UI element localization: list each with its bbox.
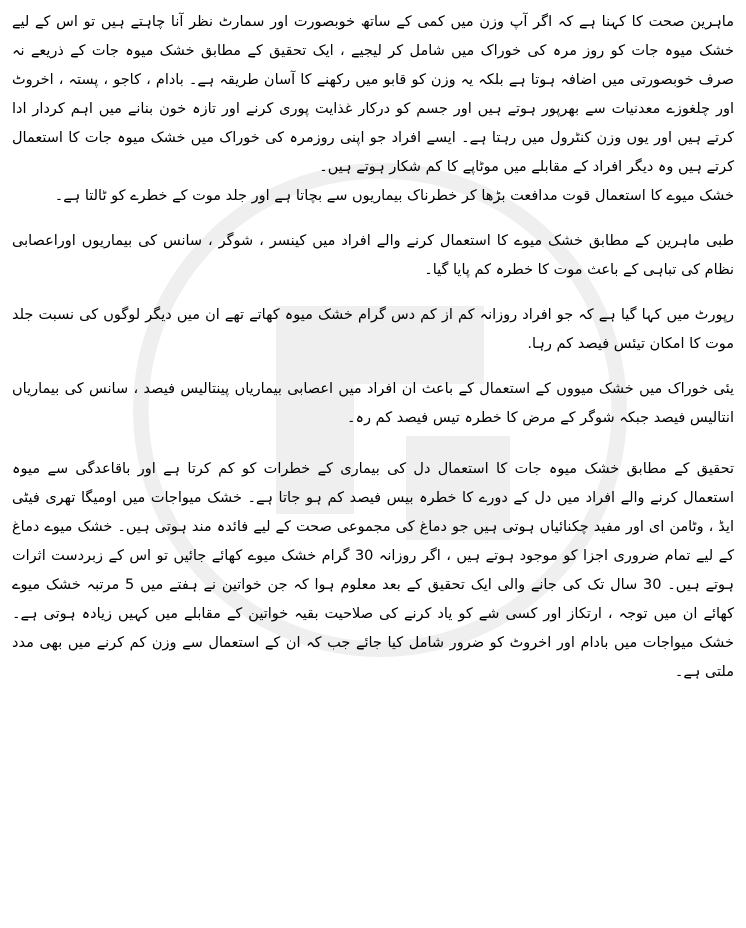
paragraph-diet-statistics: یئی خوراک میں خشک میووں کے استعمال کے باعث ان افراد میں اعصابی بیماریاں پینتالیس فیصد ، سانس کی بیماریاں انتالیس فیصد جبکہ شوگر کے مرض کا خطرہ تیس فیصد کم رہ۔ xyxy=(12,381,734,426)
paragraph-intro: ماہرین صحت کا کہنا ہے کہ اگر آپ وزن میں کمی کے ساتھ خوبصورت اور سمارٹ نظر آنا چاہتے ہیں تو اس کے لیے خشک میوہ جات کو روز مرہ کی خوراک میں شامل کر لیجیے ، ایک تحقیق کے مطابق خشک میوہ جات کے ذریعے نہ صرف خوبصورتی میں اضافہ ہوتا ہے بلکہ یہ وزن کو قابو میں رکھنے کا آسان طریقہ ہے۔ بادام ، کاجو ، پستہ ، اخروٹ اور چلغوزے معدنیات سے بھرپور ہوتے ہیں اور جسم کو درکار غذایت پوری کرنے اور تازہ خون بنانے میں اہم کردار ادا کرتے ہیں اور یوں وزن کنٹرول میں رہتا ہے۔ ایسے افراد جو اپنی روزمرہ کی خوراک میں خشک میوہ جات کا استعمال کرتے ہیں وہ دیگر افراد کے مقابلے میں موٹاپے کا کم شکار ہوتے ہیں۔ xyxy=(12,14,734,175)
paragraph-research: تحقیق کے مطابق خشک میوہ جات کا استعمال دل کی بیماری کے خطرات کو کم کرتا ہے اور باقاعدگی سے میوہ استعمال کرنے والے افراد میں دل کے دورے کا خطرہ بیس فیصد کم ہو جاتا ہے۔ خشک میواجات میں اومیگا تھری فیٹی ایڈ ، وٹامن ای اور مفید چکنائیاں ہوتی ہیں جو دماغ کی مجموعی صحت کے لیے فائدہ مند ہوتی ہیں۔ خشک میوے دماغ کے لیے تمام ضروری اجزا کو موجود ہوتے ہیں ، اگر روزانہ 30 گرام خشک میوے کھائے جائیں تو اس کے زبردست اثرات ہوتے ہیں۔ 30 سال تک کی جانے والی ایک تحقیق کے بعد معلوم ہوا کہ جن خواتین نے ہفتے میں 5 مرتبہ خشک میوے کھائے ان میں توجہ ، ارتکاز اور کسی شے کو یاد کرنے کی صلاحیت بقیہ خواتین کے مقابلے میں کہیں زیادہ ہوتی ہے۔ خشک میواجات میں بادام اور اخروٹ کو ضرور شامل کیا جائے جب کہ ان کے استعمال سے وزن کم کرنے میں بھی مدد ملتی ہے۔ xyxy=(12,461,734,680)
article-body xyxy=(12,8,734,687)
paragraph-medical-experts: طبی ماہرین کے مطابق خشک میوے کا استعمال کرنے والے افراد میں کینسر ، شوگر ، سانس کی بیماریوں اوراعصابی نظام کی تباہی کے باعث موت کا خطرہ کم پایا گیا۔ xyxy=(12,233,734,278)
paragraph-immunity: خشک میوے کا استعمال قوت مدافعت بڑھا کر خطرناک بیماریوں سے بچاتا ہے اور جلد موت کے خطرے کو ٹالتا ہے۔ xyxy=(54,188,734,204)
paragraph-report: رپورٹ میں کہا گیا ہے کہ جو افراد روزانہ کم از کم دس گرام خشک میوہ کھاتے تھے ان میں دیگر لوگوں کی نسبت جلد موت کا امکان تیئس فیصد کم رہا. xyxy=(12,307,734,352)
